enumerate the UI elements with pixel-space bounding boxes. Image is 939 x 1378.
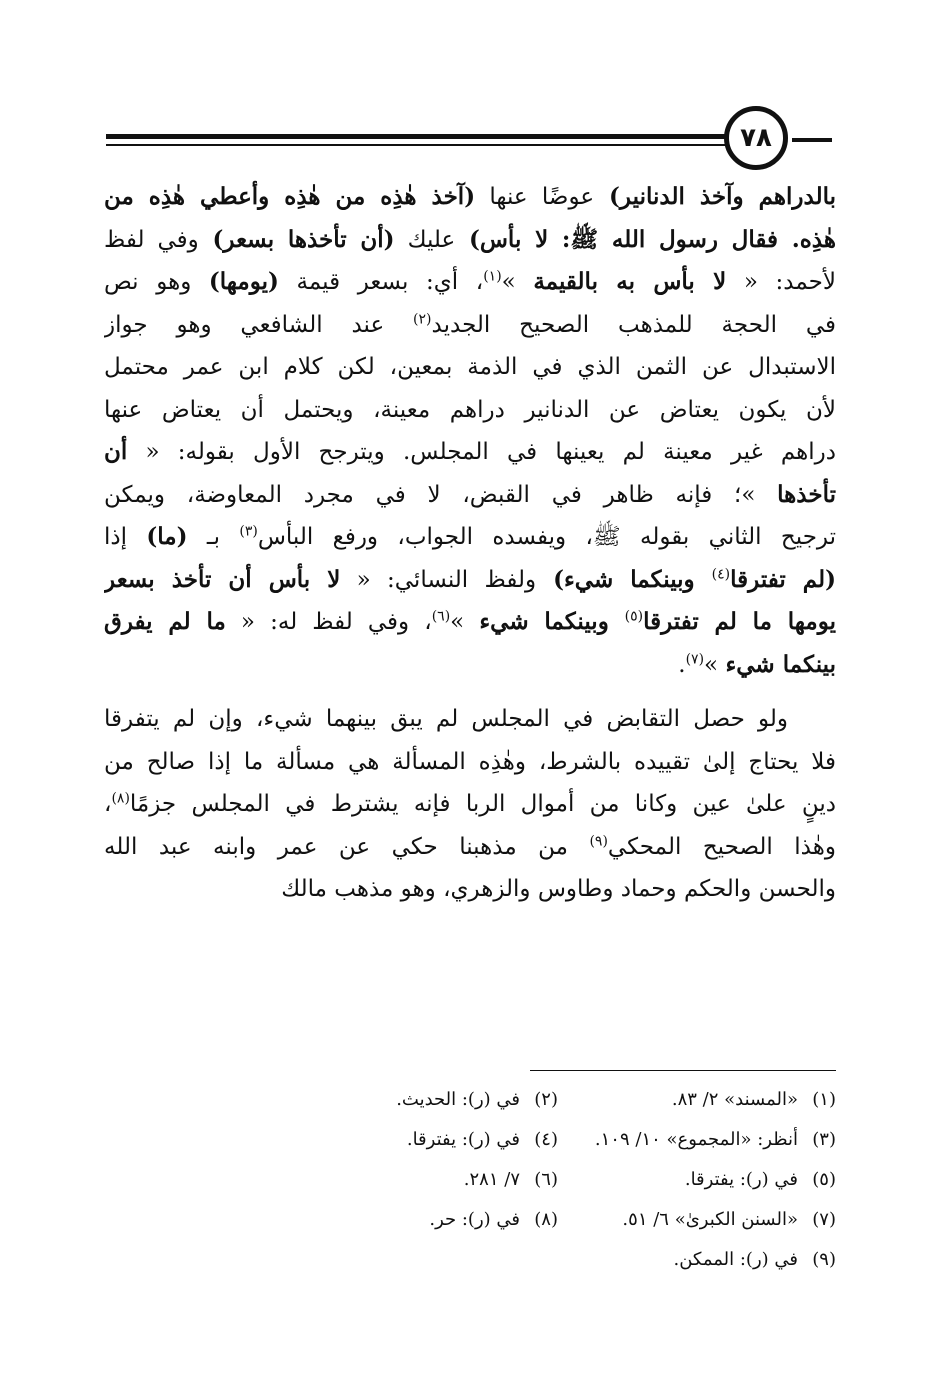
text-run: عوضًا عنها	[475, 184, 595, 210]
footnote-number: (٦)	[534, 1169, 558, 1190]
footnote-ref: (٦)	[431, 608, 451, 625]
footnote-text: في (ر): الممكن.	[673, 1249, 798, 1270]
header-rule-stub	[792, 138, 832, 142]
footnote-text: في (ر): حر.	[429, 1209, 520, 1230]
text-run: ولو حصل التقابض في المجلس لم يبق بينهما شيء، وإن لم يتفرقا	[104, 706, 788, 732]
footnote-number: (٤)	[534, 1129, 558, 1150]
text-run: بينكما شيء	[725, 650, 836, 678]
text-run: (لم تفترقا	[730, 565, 836, 593]
footnote	[280, 1080, 558, 1120]
main-text	[104, 176, 836, 911]
footnote-ref: (٩)	[589, 832, 608, 849]
footnote-text: أنظر: «المجموع» ١٠/ ١٠٩.	[594, 1129, 798, 1150]
text-run: »	[501, 269, 534, 295]
text-line	[104, 559, 836, 602]
text-run: (آخذ هٰذِه من هٰذِه وأعطي هٰذِه من	[104, 183, 476, 210]
footnote	[558, 1200, 836, 1240]
text-run: في الحجة للمذهب الصحيح الجديد	[431, 311, 836, 338]
text-run: أن	[104, 438, 128, 465]
text-line	[104, 176, 836, 219]
text-run: وبينكما شيء)	[536, 565, 712, 593]
page-number: ٧٨	[724, 106, 788, 170]
text-line	[104, 431, 836, 474]
text-run: لأن يكون يعتاض عن الدنانير دراهم معينة، ويحتمل أن يعتاض عنها	[104, 396, 836, 423]
text-run: بـ	[187, 524, 240, 550]
text-line	[104, 389, 836, 432]
text-run: تأخذها	[777, 480, 836, 508]
text-run: عند الشافعي وهو جواز	[104, 311, 414, 338]
text-run: »	[450, 609, 480, 635]
paragraph-2	[104, 698, 836, 911]
header-rule-thin	[106, 144, 728, 146]
text-run: من مذهبنا حكي عن عمر وابنه عبد الله	[104, 833, 590, 860]
footnote-ref: (١)	[483, 268, 502, 285]
footnote-ref: (٨)	[111, 790, 130, 807]
text-line	[104, 601, 836, 644]
text-run: دراهم غير معينة لم يعينها في المجلس. ويترجح الأول بقوله: «	[127, 439, 836, 465]
text-line	[104, 868, 836, 911]
text-run: لا بأس به بالقيمة	[533, 268, 727, 295]
footnote-ref: (٥)	[624, 608, 644, 625]
text-run: وفي لفظ	[104, 226, 199, 253]
footnote-text: «المسند» ٢/ ٨٣.	[671, 1089, 798, 1110]
footnote-ref: (٤)	[711, 565, 731, 582]
footnotes	[280, 1080, 836, 1280]
paragraph-gap	[104, 686, 836, 698]
text-line	[104, 219, 836, 262]
footnote-row	[280, 1080, 836, 1120]
text-run: ، أي: بسعر قيمة	[278, 269, 484, 295]
text-run: »	[704, 651, 726, 678]
footnote-separator	[530, 1070, 836, 1071]
footnote-row	[280, 1200, 836, 1240]
text-run: دينٍ علىٰ عين وكانا من أموال الربا فإنه يشترط في المجلس جزمًا	[129, 791, 836, 817]
text-run: ولفظ النسائي: «	[340, 566, 537, 593]
footnote-row	[280, 1120, 836, 1160]
footnote	[558, 1160, 836, 1200]
text-line	[104, 304, 836, 347]
footnote-text: ٧/ ٢٨١.	[463, 1169, 520, 1190]
text-run: هٰذِه. فقال رسول الله ﷺ: لا بأس)	[455, 225, 836, 253]
text-run: الاستبدال عن الثمن الذي في الذمة بمعين، لكن كلام ابن عمر محتمل	[104, 354, 836, 380]
footnote	[558, 1120, 836, 1160]
footnote	[558, 1080, 836, 1120]
text-line	[104, 698, 836, 741]
text-run: (ما)	[146, 523, 188, 550]
text-run: (يومها)	[208, 268, 279, 295]
text-run: »؛ فإنه ظاهر في القبض، لا في مجرد المعاوضة، ويمكن	[104, 481, 778, 508]
text-line	[104, 644, 836, 687]
text-run: وبينكما شيء	[479, 608, 625, 635]
footnote	[558, 1240, 836, 1280]
text-run: وهو نص	[104, 269, 209, 295]
footnote-ref: (٣)	[239, 523, 258, 540]
footnote-ref: (٧)	[685, 650, 705, 667]
text-run: لا بأس أن تأخذ بسعر	[104, 565, 341, 593]
text-run: لأحمد: «	[726, 269, 836, 295]
footnote-number: (٢)	[534, 1089, 558, 1110]
text-line	[104, 516, 836, 559]
footnote-number: (١)	[812, 1089, 836, 1110]
text-run: ما لم يفرق	[104, 608, 226, 635]
footnote-ref: (٢)	[413, 310, 432, 327]
text-run: بالدراهم وآخذ الدنانير)	[594, 183, 836, 210]
footnote-number: (٨)	[534, 1209, 558, 1230]
text-run: يومها ما لم تفترقا	[643, 608, 836, 635]
text-run: فلا يحتاج إلىٰ تقييده بالشرط، وهٰذِه المسألة هي مسألة ما إذا صالح من	[104, 748, 836, 775]
footnote	[280, 1200, 558, 1240]
text-run: .	[678, 651, 686, 678]
text-line	[104, 783, 836, 826]
paragraph-1	[104, 176, 836, 686]
text-line	[104, 346, 836, 389]
footnote-number: (٥)	[812, 1169, 836, 1190]
text-run: عليك	[394, 226, 456, 253]
text-line	[104, 826, 836, 869]
text-run: والحسن والحكم وحماد وطاوس والزهري، وهو مذهب مالك	[281, 876, 836, 902]
footnote-text: في (ر): يفترقا.	[684, 1169, 798, 1190]
header-rule-thick	[106, 134, 728, 139]
text-run: ، وفي لفظ له: «	[225, 609, 432, 635]
footnote-text: في (ر): يفترقا.	[406, 1129, 520, 1150]
text-line	[104, 474, 836, 517]
footnote-row	[280, 1160, 836, 1200]
text-line	[104, 741, 836, 784]
footnote-number: (٧)	[812, 1209, 836, 1230]
text-run: ترجيح الثاني بقوله ﷺ، ويفسده الجواب، ورفع البأس	[257, 524, 836, 550]
text-line	[104, 261, 836, 304]
footnote-row	[280, 1240, 836, 1280]
text-run: ،	[104, 791, 112, 817]
text-run: (أن تأخذها بسعر)	[198, 225, 395, 253]
footnote	[280, 1120, 558, 1160]
footnote-text: «السنن الكبرىٰ» ٦/ ٥١.	[622, 1209, 798, 1230]
text-run: إذا	[104, 524, 147, 550]
footnote-text: في (ر): الحديث.	[396, 1089, 520, 1110]
footnote-number: (٣)	[812, 1129, 836, 1150]
text-run: وهٰذا الصحيح المحكي	[607, 833, 836, 860]
footnote	[280, 1160, 558, 1200]
footnote-number: (٩)	[812, 1249, 836, 1270]
